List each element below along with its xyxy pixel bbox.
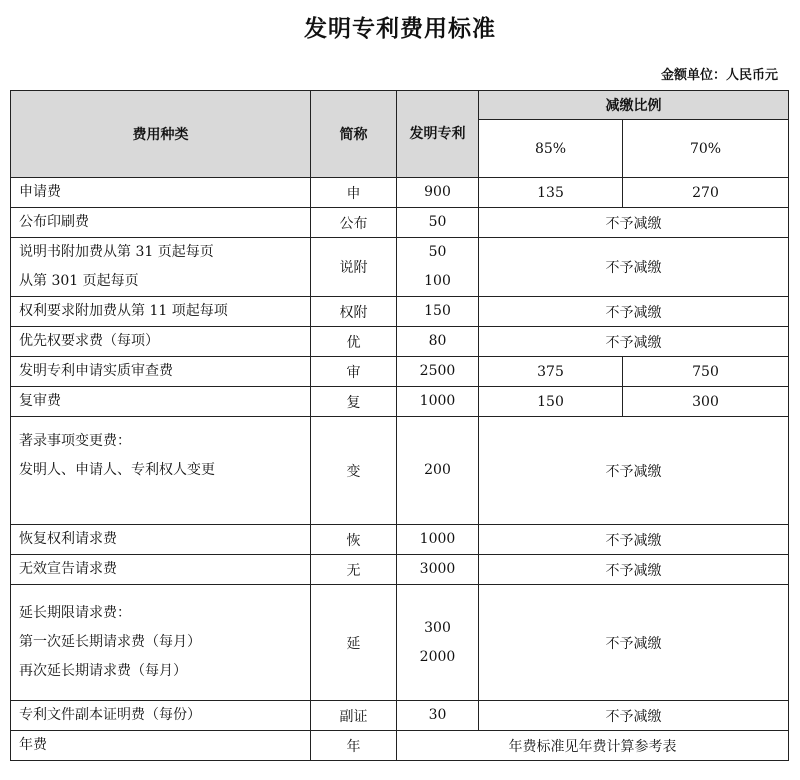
header-amount: 发明专利 (397, 91, 479, 178)
fee-abbr-cell: 权附 (311, 297, 397, 327)
cell-line: 发明人、申请人、专利权人变更 (19, 462, 215, 478)
cell-line: 恢复权利请求费 (19, 531, 117, 547)
cell-line: 900 (424, 184, 451, 200)
fee-abbr-cell: 申 (311, 178, 397, 208)
cell-line: 申请费 (19, 184, 61, 200)
fee-abbr-cell: 审 (311, 357, 397, 387)
fee-note-cell: 不予减缴 (479, 525, 789, 555)
fee-name-cell (11, 731, 311, 761)
fee-amount-cell (397, 208, 479, 238)
fee-name-cell (11, 555, 311, 585)
fee-note-cell: 不予减缴 (479, 327, 789, 357)
fee-name-cell (11, 387, 311, 417)
fee-abbr-cell: 复 (311, 387, 397, 417)
cell-line: 优先权要求费（每项） (19, 333, 159, 349)
table-row (11, 525, 789, 555)
fee-name-cell (11, 327, 311, 357)
table-row (11, 387, 789, 417)
fee-amount-cell (397, 238, 479, 297)
cell-line: 无效宣告请求费 (19, 561, 117, 577)
fee-abbr-cell: 副证 (311, 701, 397, 731)
fee-abbr-cell: 年 (311, 731, 397, 761)
fee-note-cell: 年费标准见年费计算参考表 (397, 731, 789, 761)
fee-amount-cell (397, 357, 479, 387)
header-abbr: 简称 (311, 91, 397, 178)
header-category: 费用种类 (11, 91, 311, 178)
cell-line: 专利文件副本证明费（每份） (19, 707, 201, 723)
fee-note-cell: 不予减缴 (479, 701, 789, 731)
fee-amount-cell (397, 387, 479, 417)
cell-line: 100 (424, 273, 451, 289)
cell-line: 说明书附加费从第 31 页起每页 (19, 244, 214, 260)
table-row (11, 178, 789, 208)
cell-line: 著录事项变更费： (19, 433, 131, 449)
fee-70-cell: 270 (623, 178, 789, 208)
fee-name-cell (11, 208, 311, 238)
table-row (11, 357, 789, 387)
fee-amount-cell (397, 327, 479, 357)
cell-line: 50 (428, 244, 447, 260)
table-row (11, 208, 789, 238)
cell-line: 50 (428, 214, 447, 230)
fee-name-cell (11, 238, 311, 297)
cell-line: 2500 (419, 363, 456, 379)
table-row (11, 417, 789, 525)
fee-abbr-cell: 变 (311, 417, 397, 525)
fee-amount-cell (397, 585, 479, 701)
cell-line: 300 (424, 619, 451, 636)
cell-line: 30 (428, 707, 447, 723)
currency-unit: 金额单位：人民币元 (660, 68, 778, 83)
fee-name-cell (11, 525, 311, 555)
table-row (11, 238, 789, 297)
fee-85-cell: 135 (479, 178, 623, 208)
cell-line: 复审费 (19, 393, 61, 409)
fee-note-cell: 不予减缴 (479, 585, 789, 701)
fee-table-body (11, 178, 789, 761)
fee-note-cell: 不予减缴 (479, 238, 789, 297)
cell-line: 从第 301 页起每页 (19, 273, 139, 289)
cell-line: 公布印刷费 (19, 214, 89, 230)
table-row (11, 585, 789, 701)
fee-amount-cell (397, 555, 479, 585)
cell-line: 150 (424, 303, 451, 319)
header-70: 70% (623, 120, 789, 178)
fee-name-cell (11, 357, 311, 387)
cell-line: 3000 (419, 561, 456, 577)
fee-name-cell (11, 701, 311, 731)
cell-line: 80 (428, 333, 447, 349)
cell-line: 发明专利申请实质审查费 (19, 363, 173, 379)
fee-note-cell: 不予减缴 (479, 297, 789, 327)
table-row (11, 327, 789, 357)
fee-name-cell (11, 297, 311, 327)
fee-note-cell: 不予减缴 (479, 417, 789, 525)
cell-line: 第一次延长期请求费（每月） (19, 634, 201, 650)
fee-amount-cell (397, 297, 479, 327)
fee-amount-cell (397, 178, 479, 208)
header-reduction: 减缴比例 (479, 91, 789, 120)
cell-line: 1000 (419, 393, 456, 409)
fee-note-cell: 不予减缴 (479, 208, 789, 238)
fee-name-cell (11, 417, 311, 525)
cell-line: 2000 (419, 648, 456, 665)
cell-line: 年费 (19, 737, 47, 753)
fee-abbr-cell: 无 (311, 555, 397, 585)
cell-line: 延长期限请求费： (19, 605, 131, 621)
fee-note-cell: 不予减缴 (479, 555, 789, 585)
cell-line: 200 (424, 462, 451, 478)
table-row (11, 555, 789, 585)
fee-85-cell: 375 (479, 357, 623, 387)
page-title: 发明专利费用标准 (304, 16, 496, 42)
fee-table (10, 90, 789, 761)
fee-amount-cell (397, 525, 479, 555)
table-row (11, 731, 789, 761)
cell-line: 权利要求附加费从第 11 项起每项 (19, 303, 228, 319)
header-85: 85% (479, 120, 623, 178)
fee-amount-cell (397, 701, 479, 731)
table-row (11, 701, 789, 731)
cell-line (19, 485, 302, 514)
fee-amount-cell (397, 417, 479, 525)
fee-name-cell (11, 178, 311, 208)
fee-85-cell: 150 (479, 387, 623, 417)
fee-70-cell: 750 (623, 357, 789, 387)
fee-abbr-cell: 优 (311, 327, 397, 357)
cell-line: 再次延长期请求费（每月） (19, 663, 187, 679)
fee-abbr-cell: 说附 (311, 238, 397, 297)
cell-line: 1000 (419, 531, 456, 547)
fee-abbr-cell: 恢 (311, 525, 397, 555)
fee-abbr-cell: 公布 (311, 208, 397, 238)
table-row (11, 297, 789, 327)
fee-name-cell (11, 585, 311, 701)
fee-abbr-cell: 延 (311, 585, 397, 701)
fee-70-cell: 300 (623, 387, 789, 417)
